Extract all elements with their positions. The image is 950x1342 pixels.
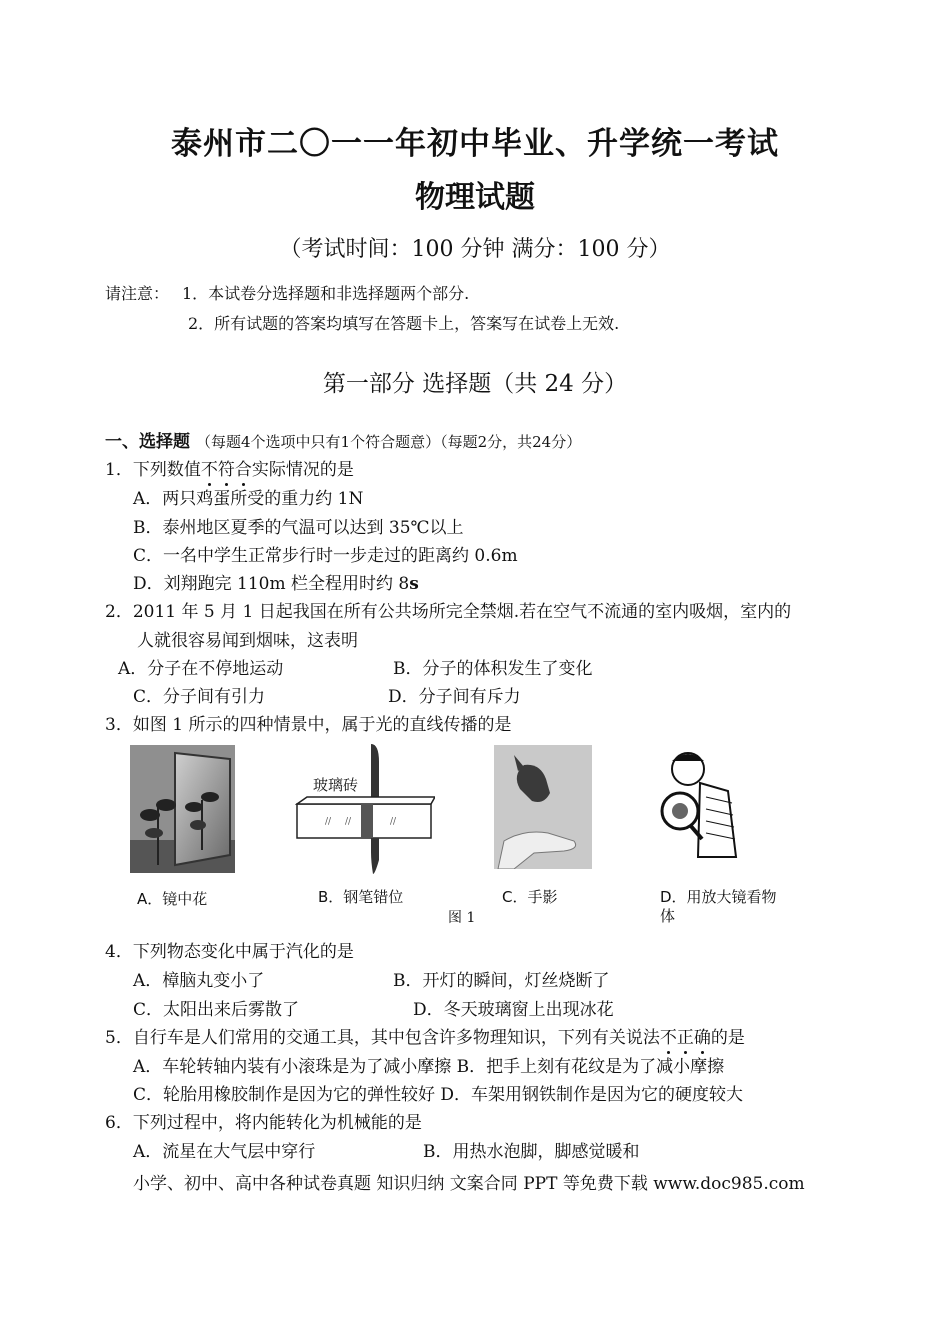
svg-text://: // [390, 817, 397, 827]
q2-stem-1: 2．2011 年 5 月 1 日起我国在所有公共场所完全禁烟.若在空气不流通的室内吸烟，室内的 [105, 602, 792, 622]
figure-magnifier [650, 747, 740, 867]
q5-options-cd: C．轮胎用橡胶制作是因为它的弹性较好 D．车架用钢铁制作是因为它的硬度较大 [133, 1085, 744, 1105]
q5-dot-char: 确 [693, 1028, 711, 1048]
figure-hand-shadow [494, 745, 592, 869]
q4-stem: 4．下列物态变化中属于汽化的是 [105, 942, 354, 962]
section-heading [105, 427, 581, 452]
section-note: （每题4个选项中只有1个符合题意）（每题2分，共24分） [196, 433, 582, 451]
q2-option-c: C．分子间有引力 [133, 687, 266, 707]
q1-option-a: A．两只鸡蛋所受的重力约 1N [133, 489, 364, 509]
q4-option-b: B．开灯的瞬间，灯丝烧断了 [393, 971, 610, 991]
q5-options-ab: A．车轮转轴内装有小滚珠是为了减小摩擦 B．把手上刻有花纹是为了减小摩擦 [133, 1057, 725, 1077]
figure-pen-glass [295, 742, 435, 877]
q1-stem-b: 实际情况的是 [251, 460, 354, 480]
notice-item-1: 1．本试卷分选择题和非选择题两个部分. [182, 284, 470, 303]
q1-option-d-text: D．刘翔跑完 110m 栏全程用时约 8 [133, 574, 410, 594]
figure-caption-b: B．钢笔错位 [318, 888, 404, 906]
q4-option-d: D．冬天玻璃窗上出现冰花 [413, 1000, 614, 1020]
section-head-label: 一、选择题 [105, 432, 190, 452]
q1-dot-char: 不 [200, 460, 218, 480]
q4-option-c: C．太阳出来后雾散了 [133, 1000, 300, 1020]
figure-caption-d-1: D．用放大镜看物 [660, 888, 777, 906]
q2-option-d: D．分子间有斥力 [388, 687, 521, 707]
q6-option-b: B．用热水泡脚，脚感觉暖和 [423, 1142, 640, 1162]
figure-caption-d-2: 体 [660, 907, 676, 925]
q1-dot-char: 合 [234, 460, 252, 480]
q5-stem [105, 1023, 745, 1048]
exam-info: （考试时间：100 分钟 满分：100 分） [279, 237, 671, 262]
svg-text://: // [325, 817, 332, 827]
subject-title: 物理试题 [415, 180, 535, 215]
figure-mirror-flower [130, 745, 235, 873]
q6-stem: 6．下列过程中，将内能转化为机械能的是 [105, 1113, 422, 1133]
q5-dot-char: 不 [659, 1028, 677, 1048]
q5-stem-a: 5．自行车是人们常用的交通工具，其中包含许多物理知识，下列有关说法 [105, 1028, 660, 1048]
q5-stem-b: 的是 [710, 1028, 745, 1048]
q2-option-a: A．分子在不停地运动 [118, 659, 284, 679]
q5-dot-char: 正 [676, 1028, 694, 1048]
figure-caption-c: C．手影 [502, 888, 558, 906]
q6-option-a: A．流星在大气层中穿行 [133, 1142, 316, 1162]
footer-text: 小学、初中、高中各种试卷真题 知识归纳 文案合同 PPT 等免费下载 www.doc985.com [133, 1174, 805, 1194]
q2-stem-2: 人就很容易闻到烟味，这表明 [137, 631, 358, 651]
q1-option-d [133, 569, 419, 594]
exam-title: 泰州市二〇一一年初中毕业、升学统一考试 [171, 126, 779, 162]
q1-option-b: B．泰州地区夏季的气温可以达到 35℃以上 [133, 518, 464, 538]
notice-label: 请注意： [105, 284, 170, 303]
q2-option-b: B．分子的体积发生了变化 [393, 659, 593, 679]
q1-option-c: C．一名中学生正常步行时一步走过的距离约 0.6m [133, 546, 518, 566]
q4-option-a: A．樟脑丸变小了 [133, 971, 265, 991]
part1-title: 第一部分 选择题（共 24 分） [322, 371, 628, 397]
q3-stem: 3．如图 1 所示的四种情景中，属于光的直线传播的是 [105, 715, 512, 735]
q1-dot-char: 符 [217, 460, 235, 480]
q1-stem [105, 455, 354, 480]
q1-option-d-unit: s [409, 574, 419, 594]
q1-stem-a: 1．下列数值 [105, 460, 201, 480]
figure-number: 图 1 [448, 910, 476, 926]
figure-caption-a: A．镜中花 [137, 890, 208, 908]
glass-block-label: 玻璃砖 [313, 776, 359, 794]
svg-text://: // [345, 817, 352, 827]
notice-item-2: 2．所有试题的答案均填写在答题卡上，答案写在试卷上无效. [188, 314, 620, 333]
